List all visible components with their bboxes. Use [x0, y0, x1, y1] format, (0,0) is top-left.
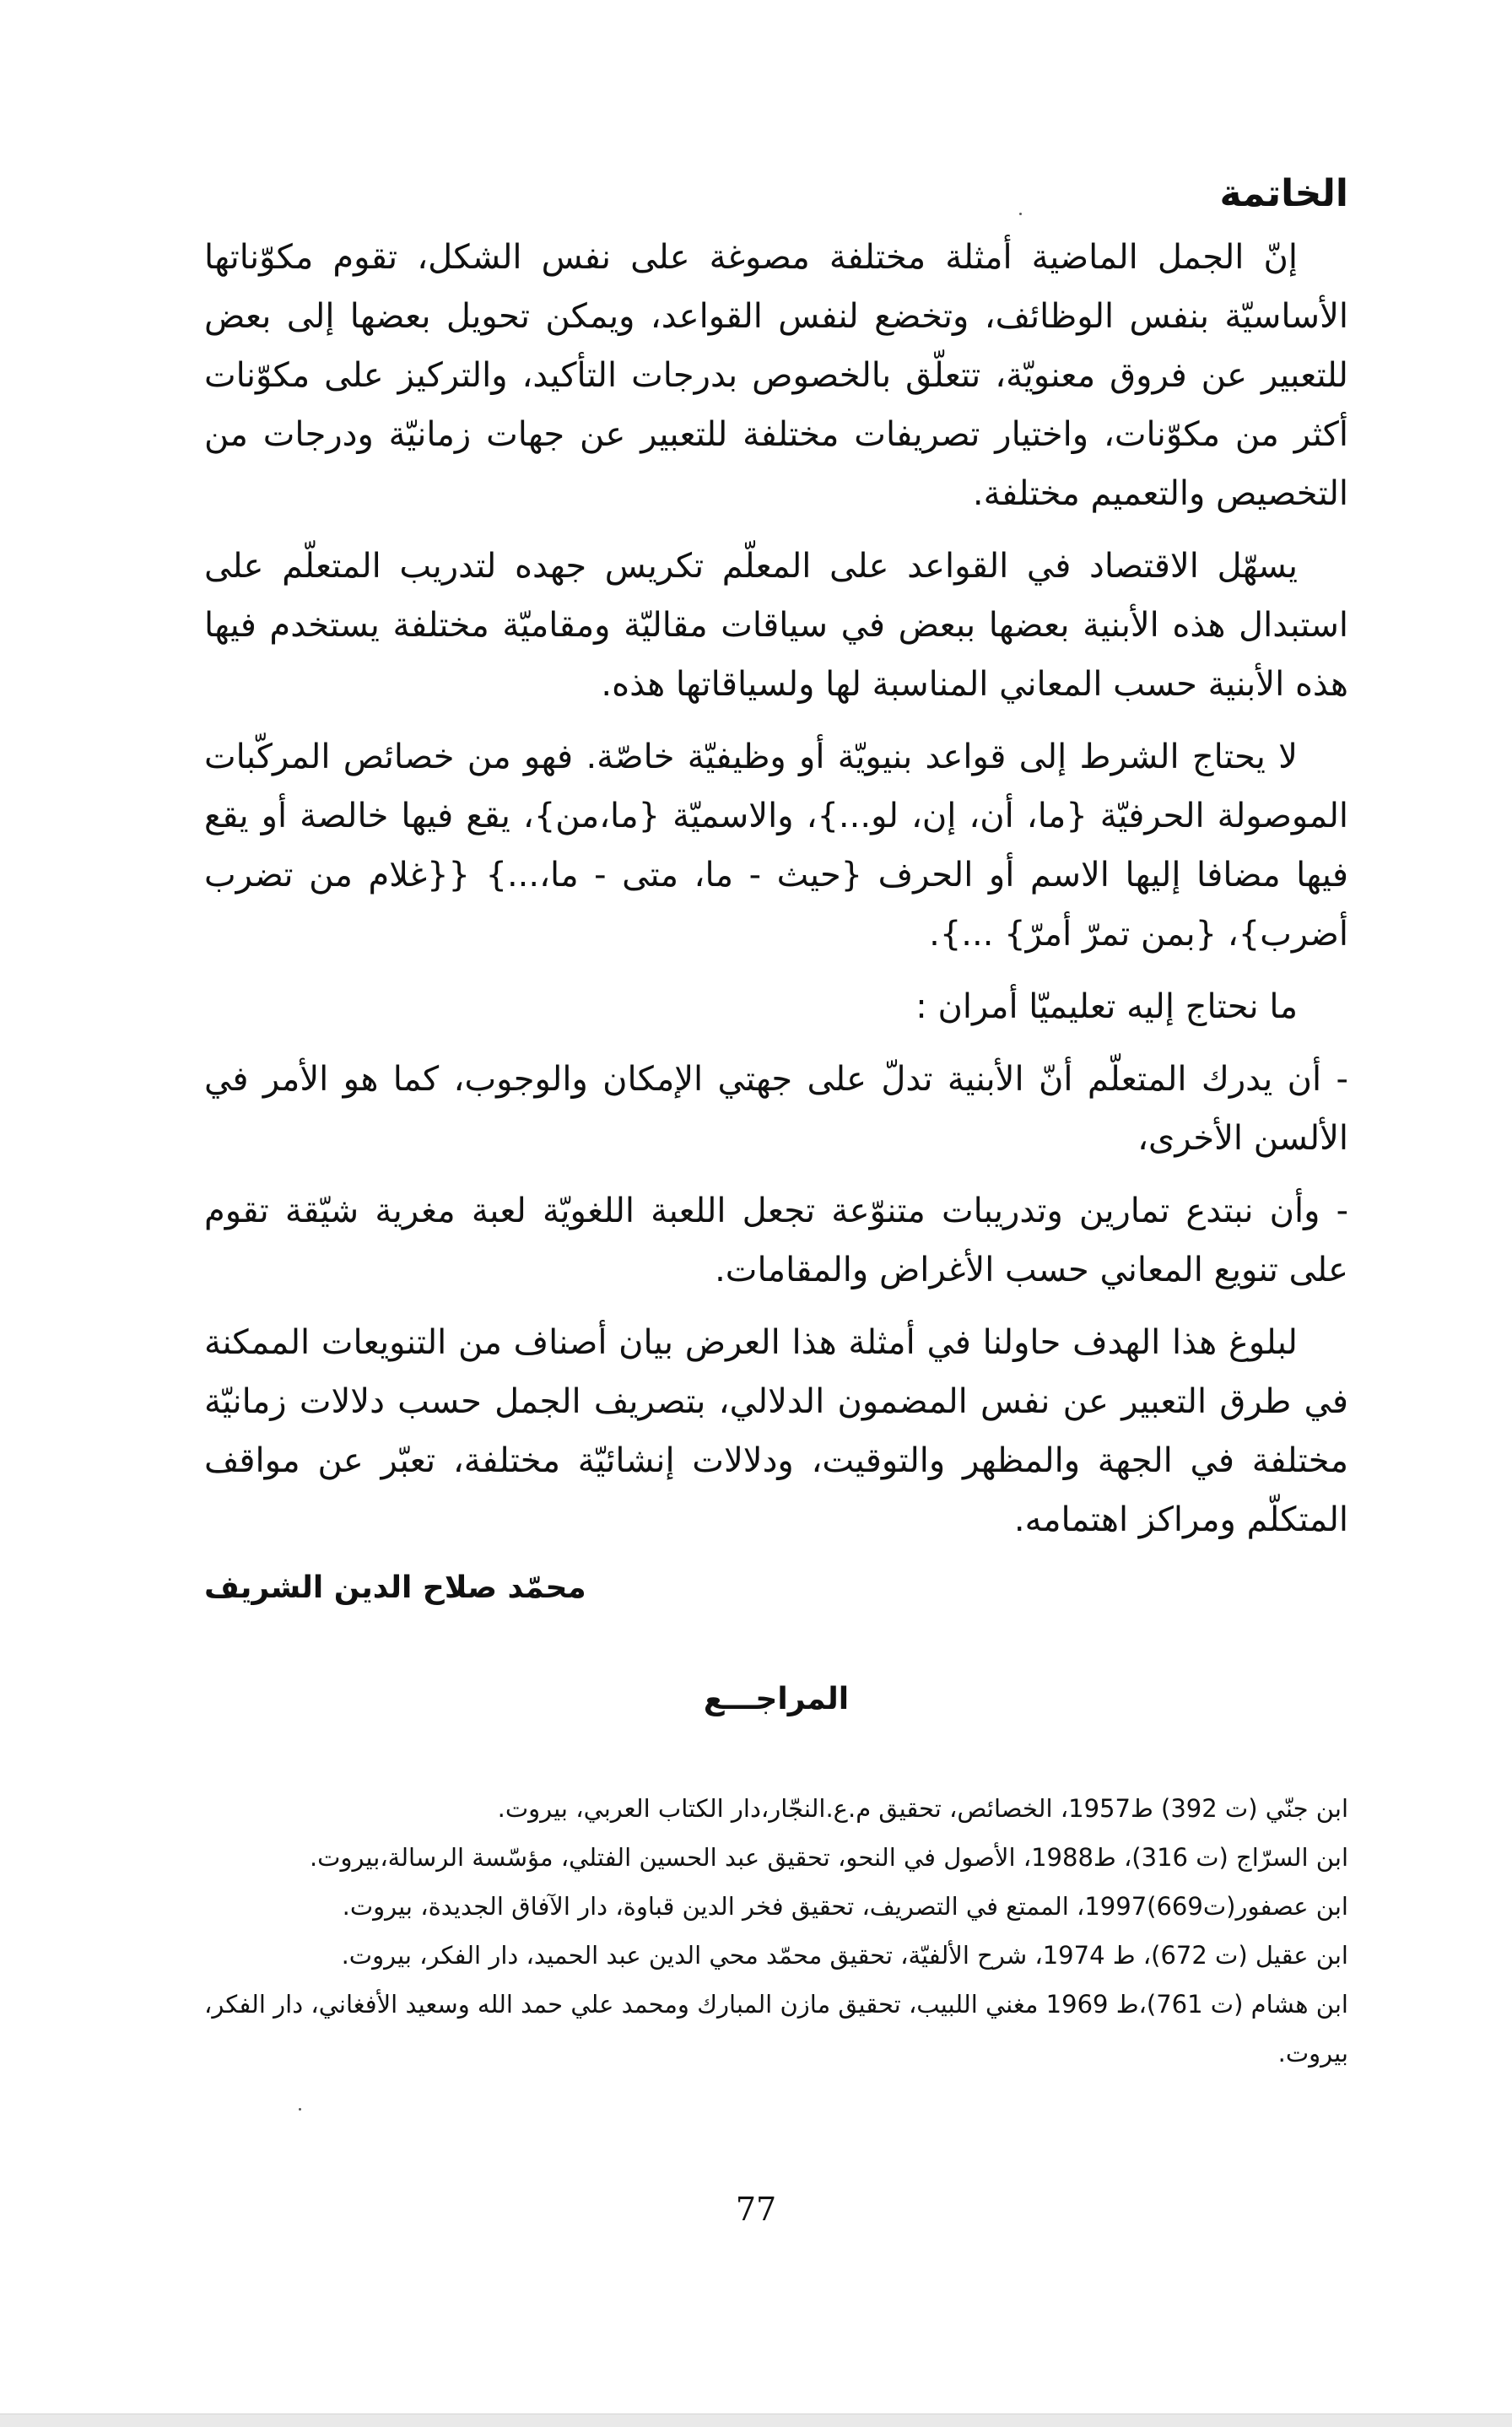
page-content: [204, 169, 1348, 2078]
author-signature: محمّد صلاح الدين الشريف: [204, 1570, 586, 1605]
references-list: [204, 1784, 1348, 2078]
conclusion-paragraph: يسهّل الاقتصاد في القواعد على المعلّم تكريس جهده لتدريب المتعلّم على استبدال هذه الأبنية بعضها ببعض في سياقات مقاليّة ومقاميّة مختلفة يستخدم فيها هذه الأبنية حسب المعاني المناسبة لها ولسياقاتها هذه.: [204, 547, 1348, 704]
references-title: المراجـــع: [703, 1682, 850, 1716]
conclusion-title: الخاتمة: [1219, 172, 1348, 215]
conclusion-paragraph: لا يحتاج الشرط إلى قواعد بنيويّة أو وظيفيّة خاصّة. فهو من خصائص المركّبات الموصولة الحرفيّة {ما، أن، إن، لو...}، والاسميّة {ما،من}، يقع فيها خالصة أو يقع فيها مضافا إليها الاسم أو الحرف {حيث - ما، متى - ما،...} {{غلام من تضرب أضرب}، {بمن تمرّ أمرّ} ...}.: [204, 738, 1348, 954]
conclusion-paragraph: إنّ الجمل الماضية أمثلة مختلفة مصوغة على نفس الشكل، تقوم مكوّناتها الأساسيّة بنفس الوظائف، وتخضع لنفس القواعد، ويمكن تحويل بعضها إلى بعض للتعبير عن فروق معنويّة، تتعلّق بالخصوص بدرجات التأكيد، والتركيز على مكوّنات أكثر من مكوّنات، واختيار تصريفات مختلفة للتعبير عن جهات زمانيّة ودرجات من التخصيص والتعميم مختلفة.: [204, 238, 1348, 513]
reference-item: ابن عقيل (ت 672)، ط 1974، شرح الألفيّة، تحقيق محمّد محي الدين عبد الحميد، دار الفكر، بيروت.: [341, 1941, 1348, 1970]
reference-item: ابن عصفور(ت669)1997، الممتع في التصريف، تحقيق فخر الدين قباوة، دار الآفاق الجديدة، بيروت.: [342, 1892, 1348, 1921]
conclusion-bullet: - أن يدرك المتعلّم أنّ الأبنية تدلّ على جهتي الإمكان والوجوب، كما هو الأمر في الألسن الأخرى،: [204, 1060, 1348, 1158]
scan-speck: [1019, 213, 1022, 215]
page-number: 77: [735, 2191, 777, 2228]
conclusion-paragraph: ما نحتاج إليه تعليميّا أمران :: [915, 987, 1298, 1026]
reference-item: ابن السرّاج (ت 316)، ط1988، الأصول في النحو، تحقيق عبد الحسين الفتلي، مؤسّسة الرسالة،بيروت.: [309, 1843, 1348, 1872]
scan-speck: [299, 2108, 301, 2111]
reference-item: ابن هشام (ت 761)،ط 1969 مغني اللبيب، تحقيق مازن المبارك ومحمد علي حمد الله وسعيد الأفغاني، دار الفكر، بيروت.: [203, 1990, 1348, 2068]
reference-item: ابن جنّي (ت 392) ط1957، الخصائص، تحقيق م.ع.النجّار،دار الكتاب العربي، بيروت.: [497, 1794, 1348, 1823]
conclusion-bullet: - وأن نبتدع تمارين وتدريبات متنوّعة تجعل اللعبة اللغويّة لعبة مغرية شيّقة تقوم على تنويع المعاني حسب الأغراض والمقامات.: [204, 1192, 1348, 1289]
conclusion-paragraph: لبلوغ هذا الهدف حاولنا في أمثلة هذا العرض بيان أصناف من التنويعات الممكنة في طرق التعبير عن نفس المضمون الدلالي، بتصريف الجمل حسب دلالات زمانيّة مختلفة في الجهة والمظهر والتوقيت، ودلالات إنشائيّة مختلفة، تعبّر عن مواقف المتكلّم ومراكز اهتمامه.: [204, 1323, 1348, 1539]
